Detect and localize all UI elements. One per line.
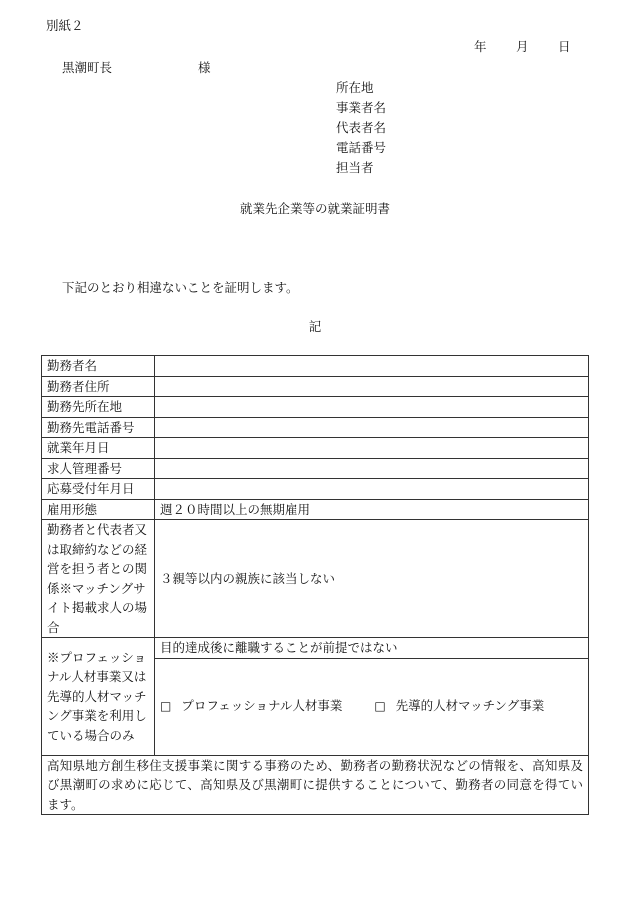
relation-value: ３親等以内の親族に該当しない [155, 520, 589, 638]
table-row-professional [42, 638, 589, 659]
worker-address-field[interactable] [155, 376, 589, 397]
professional-label: ※プロフェッショナル人材事業又は先導的人材マッチング事業を利用している場合のみ [42, 638, 155, 756]
row-label: 求人管理番号 [42, 458, 155, 479]
consent-text: 高知県地方創生移住支援事業に関する事務のため、勤務者の勤務状況などの情報を、高知県及び黒潮町の求めに応じて、高知県及び黒潮町に提供することについて、勤務者の同意を得ています。 [42, 755, 589, 815]
employment-type-value: 週２０時間以上の無期雇用 [155, 499, 589, 520]
professional-condition: 目的達成後に離職することが前提ではない [155, 638, 589, 659]
workplace-phone-field[interactable] [155, 417, 589, 438]
document-title: 就業先企業等の就業証明書 [239, 201, 390, 216]
form-label: 別紙２ [46, 18, 84, 33]
date-year: 年 [474, 39, 487, 54]
employment-date-field[interactable] [155, 438, 589, 459]
row-label: 応募受付年月日 [42, 479, 155, 500]
table-row [42, 397, 589, 418]
company-field-representative: 代表者名 [336, 120, 387, 135]
table-row [42, 417, 589, 438]
professional-checkbox[interactable]: □ [160, 699, 172, 714]
row-label: 勤務者名 [42, 356, 155, 377]
company-field-address: 所在地 [336, 80, 374, 95]
workplace-address-field[interactable] [155, 397, 589, 418]
row-label: 雇用形態 [42, 499, 155, 520]
company-field-phone: 電話番号 [336, 140, 387, 155]
worker-name-field[interactable] [155, 356, 589, 377]
row-label: 勤務者住所 [42, 376, 155, 397]
row-label: 勤務先電話番号 [42, 417, 155, 438]
table-row-consent [42, 755, 589, 815]
option-leading-label: 先導的人材マッチング事業 [395, 698, 545, 714]
table-row [42, 458, 589, 479]
table-row [42, 479, 589, 500]
addressee [62, 58, 211, 76]
option-professional-label: プロフェッショナル人材事業 [181, 698, 343, 714]
date-month: 月 [516, 39, 529, 54]
ki-mark: 記 [308, 319, 322, 334]
company-info-block [336, 78, 386, 178]
statement: 下記のとおり相違ないことを証明します。 [62, 280, 299, 295]
job-number-field[interactable] [155, 458, 589, 479]
date-line [474, 37, 571, 55]
professional-options [155, 658, 589, 755]
table-row [42, 356, 589, 377]
relation-label: 勤務者と代表者又は取締約などの経営を担う者との関係※マッチングサイト掲載求人の場合 [42, 520, 155, 638]
table-row [42, 438, 589, 459]
company-field-name: 事業者名 [336, 100, 387, 115]
table-row [42, 376, 589, 397]
honorific: 様 [198, 60, 211, 75]
application-date-field[interactable] [155, 479, 589, 500]
table-row [42, 499, 589, 520]
date-day: 日 [558, 39, 571, 54]
table-row-relation [42, 520, 589, 638]
company-field-contact: 担当者 [336, 160, 374, 175]
row-label: 勤務先所在地 [42, 397, 155, 418]
certificate-table [41, 355, 589, 815]
leading-matching-checkbox[interactable]: □ [374, 699, 386, 714]
row-label: 就業年月日 [42, 438, 155, 459]
addressee-name: 黒潮町長 [62, 60, 113, 75]
